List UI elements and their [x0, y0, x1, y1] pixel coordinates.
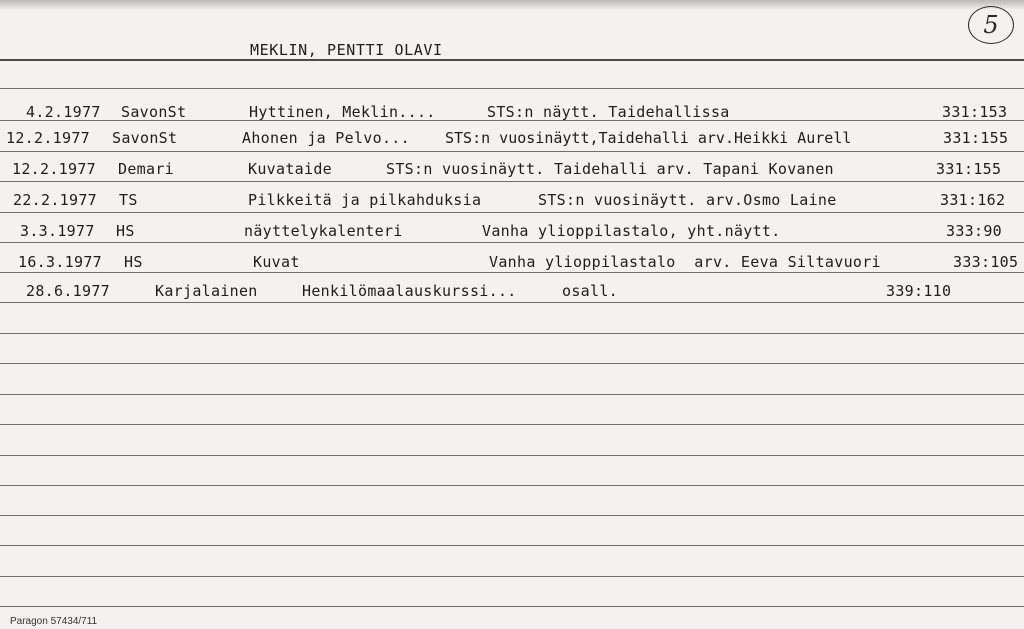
entry-note: STS:n vuosinäytt. Taidehalli arv. Tapani Kovanen: [386, 160, 834, 178]
entry-note: Vanha ylioppilastalo, yht.näytt.: [482, 222, 781, 240]
entry-note: STS:n vuosinäytt,Taidehalli arv.Heikki Aurell: [445, 129, 852, 147]
entry-date: 3.3.1977: [20, 222, 95, 240]
ruled-line: [0, 545, 1024, 546]
ruled-line: [0, 576, 1024, 577]
clipping-entry: [0, 126, 1024, 150]
ruled-line: [0, 363, 1024, 364]
entry-date: 22.2.1977: [13, 191, 97, 209]
card-print-mark: Paragon 57434/711: [10, 616, 98, 627]
ruled-line: [0, 485, 1024, 486]
entry-title: Kuvat: [253, 253, 300, 271]
entry-date: 12.2.1977: [6, 129, 90, 147]
ruled-line: [0, 333, 1024, 334]
ruled-line: [0, 88, 1024, 89]
entry-source: HS: [116, 222, 135, 240]
ruled-line: [0, 181, 1024, 182]
ruled-line: [0, 455, 1024, 456]
entry-ref: 333:90: [946, 222, 1002, 240]
entry-date: 16.3.1977: [18, 253, 102, 271]
entry-source: Demari: [118, 160, 174, 178]
clipping-entry: [0, 157, 1024, 181]
clipping-entry: [0, 188, 1024, 212]
ruled-line: [0, 606, 1024, 607]
entry-ref: 331:155: [936, 160, 1002, 178]
entry-date: 4.2.1977: [26, 103, 101, 121]
entry-note: STS:n vuosinäytt. arv.Osmo Laine: [538, 191, 837, 209]
entry-source: HS: [124, 253, 143, 271]
page-number-circle: 5: [968, 6, 1014, 44]
entry-ref: 331:155: [943, 129, 1009, 147]
clipping-entry: [0, 250, 1024, 274]
entry-date: 28.6.1977: [26, 282, 110, 300]
clipping-entry: [0, 219, 1024, 243]
entry-source: SavonSt: [121, 103, 187, 121]
entry-ref: 333:105: [953, 253, 1019, 271]
entry-note: STS:n näytt. Taidehallissa: [487, 103, 730, 121]
entry-ref: 331:153: [942, 103, 1008, 121]
ruled-line: [0, 394, 1024, 395]
entry-ref: 331:162: [940, 191, 1006, 209]
entry-source: TS: [119, 191, 138, 209]
entry-title: näyttelykalenteri: [244, 222, 403, 240]
entry-date: 12.2.1977: [12, 160, 96, 178]
ruled-line: [0, 515, 1024, 516]
ruled-line: [0, 424, 1024, 425]
ruled-line: [0, 212, 1024, 213]
entry-source: Karjalainen: [155, 282, 258, 300]
entry-note: osall.: [562, 282, 618, 300]
person-name: MEKLIN, PENTTI OLAVI: [250, 41, 443, 59]
entry-title: Hyttinen, Meklin....: [249, 103, 436, 121]
card-top-edge: [0, 0, 1024, 10]
header-rule: [0, 59, 1024, 61]
entry-title: Henkilömaalauskurssi...: [302, 282, 517, 300]
entry-ref: 339:110: [886, 282, 952, 300]
entry-source: SavonSt: [112, 129, 178, 147]
entry-title: Kuvataide: [248, 160, 332, 178]
clipping-entry: [0, 279, 1024, 303]
ruled-line: [0, 151, 1024, 152]
clipping-entry: [0, 100, 1024, 124]
entry-title: Ahonen ja Pelvo...: [242, 129, 410, 147]
entry-title: Pilkkeitä ja pilkahduksia: [248, 191, 482, 209]
entry-note: Vanha ylioppilastalo arv. Eeva Siltavuori: [489, 253, 881, 271]
